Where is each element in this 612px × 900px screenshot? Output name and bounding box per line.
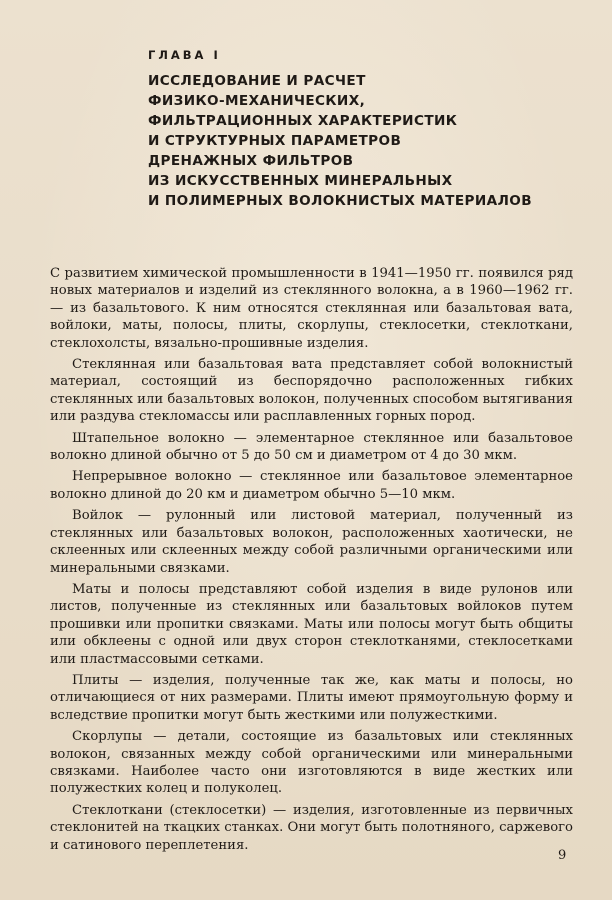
chapter-title-line: ИССЛЕДОВАНИЕ И РАСЧЕТ: [148, 73, 366, 89]
body-text: [50, 265, 573, 858]
chapter-title-line: ФИЗИКО-МЕХАНИЧЕСКИХ,: [148, 93, 366, 109]
chapter-label: ГЛАВА I: [148, 48, 221, 62]
paragraph-fabrics: Стеклоткани (стеклосетки) — изделия, изготовленные из первичных стеклонитей на ткацких станках. Они могут быть полотняного, саржевого и сатинового переплетения.: [50, 802, 573, 853]
paragraph-staple-fiber: Штапельное волокно — элементарное стеклянное или базальтовое волокно длиной обычно от 5 до 50 см и диаметром от 4 до 30 мкм.: [50, 430, 573, 464]
paragraph-continuous-fiber: Непрерывное волокно — стеклянное или базальтовое элементарное волокно длиной до 20 км и диаметром обычно 5—10 мкм.: [50, 469, 573, 502]
paragraph-mats: Маты и полосы представляют собой изделия в виде рулонов или листов, полученные из стеклянных или базальтовых войлоков путем прошивки или пропитки связками. Маты или полосы могут быть общиты или обклеены с одной или двух сторон стеклотканями, стеклосетками или пластмассовыми сетками.: [50, 581, 573, 667]
chapter-title-line: ФИЛЬТРАЦИОННЫХ ХАРАКТЕРИСТИК: [148, 113, 458, 129]
paragraph-glass-wool: Стеклянная или базальтовая вата представляет собой волокнистый материал, состоящий из беспорядочно расположенных гибких стеклянных или базальтовых волокон, полученных способом вытягивания или раздува стекломассы или расплавленных горных пород.: [50, 357, 573, 425]
chapter-title: [148, 71, 588, 211]
paragraph-felt: Войлок — рулонный или листовой материал, полученный из стеклянных или базальтовых волокон, расположенных хаотически, не склеенных или склеенных между собой различными органическими или минеральными связками.: [50, 508, 573, 576]
chapter-title-line: ДРЕНАЖНЫХ ФИЛЬТРОВ: [148, 153, 354, 169]
page-number: 9: [558, 848, 567, 863]
paragraph-intro: С развитием химической промышленности в 1941—1950 гг. появился ряд новых материалов и изделий из стеклянного волокна, а в 1960—1962 гг.— из базальтового. К ним относятся стеклянная или базальтовая вата, войлоки, маты, полосы, плиты, скорлупы, стеклосетки, стеклоткани, стеклохолсты, вязально-прошивные изделия.: [50, 266, 573, 351]
chapter-title-line: И ПОЛИМЕРНЫХ ВОЛОКНИСТЫХ МАТЕРИАЛОВ: [148, 193, 533, 209]
chapter-title-line: И СТРУКТУРНЫХ ПАРАМЕТРОВ: [148, 133, 402, 149]
paragraph-plates: Плиты — изделия, полученные так же, как маты и полосы, но отличающиеся от них размерами. Плиты имеют прямоугольную форму и вследствие пропитки могут быть жесткими или полужесткими.: [50, 672, 573, 723]
chapter-title-line: ИЗ ИСКУССТВЕННЫХ МИНЕРАЛЬНЫХ: [148, 173, 453, 189]
paragraph-shells: Скорлупы — детали, состоящие из базальтовых или стеклянных волокон, связанных между собой органическими или минеральными связками. Наиболее часто они изготовляются в виде жестких или полужестких колец и полуколец.: [50, 729, 573, 797]
